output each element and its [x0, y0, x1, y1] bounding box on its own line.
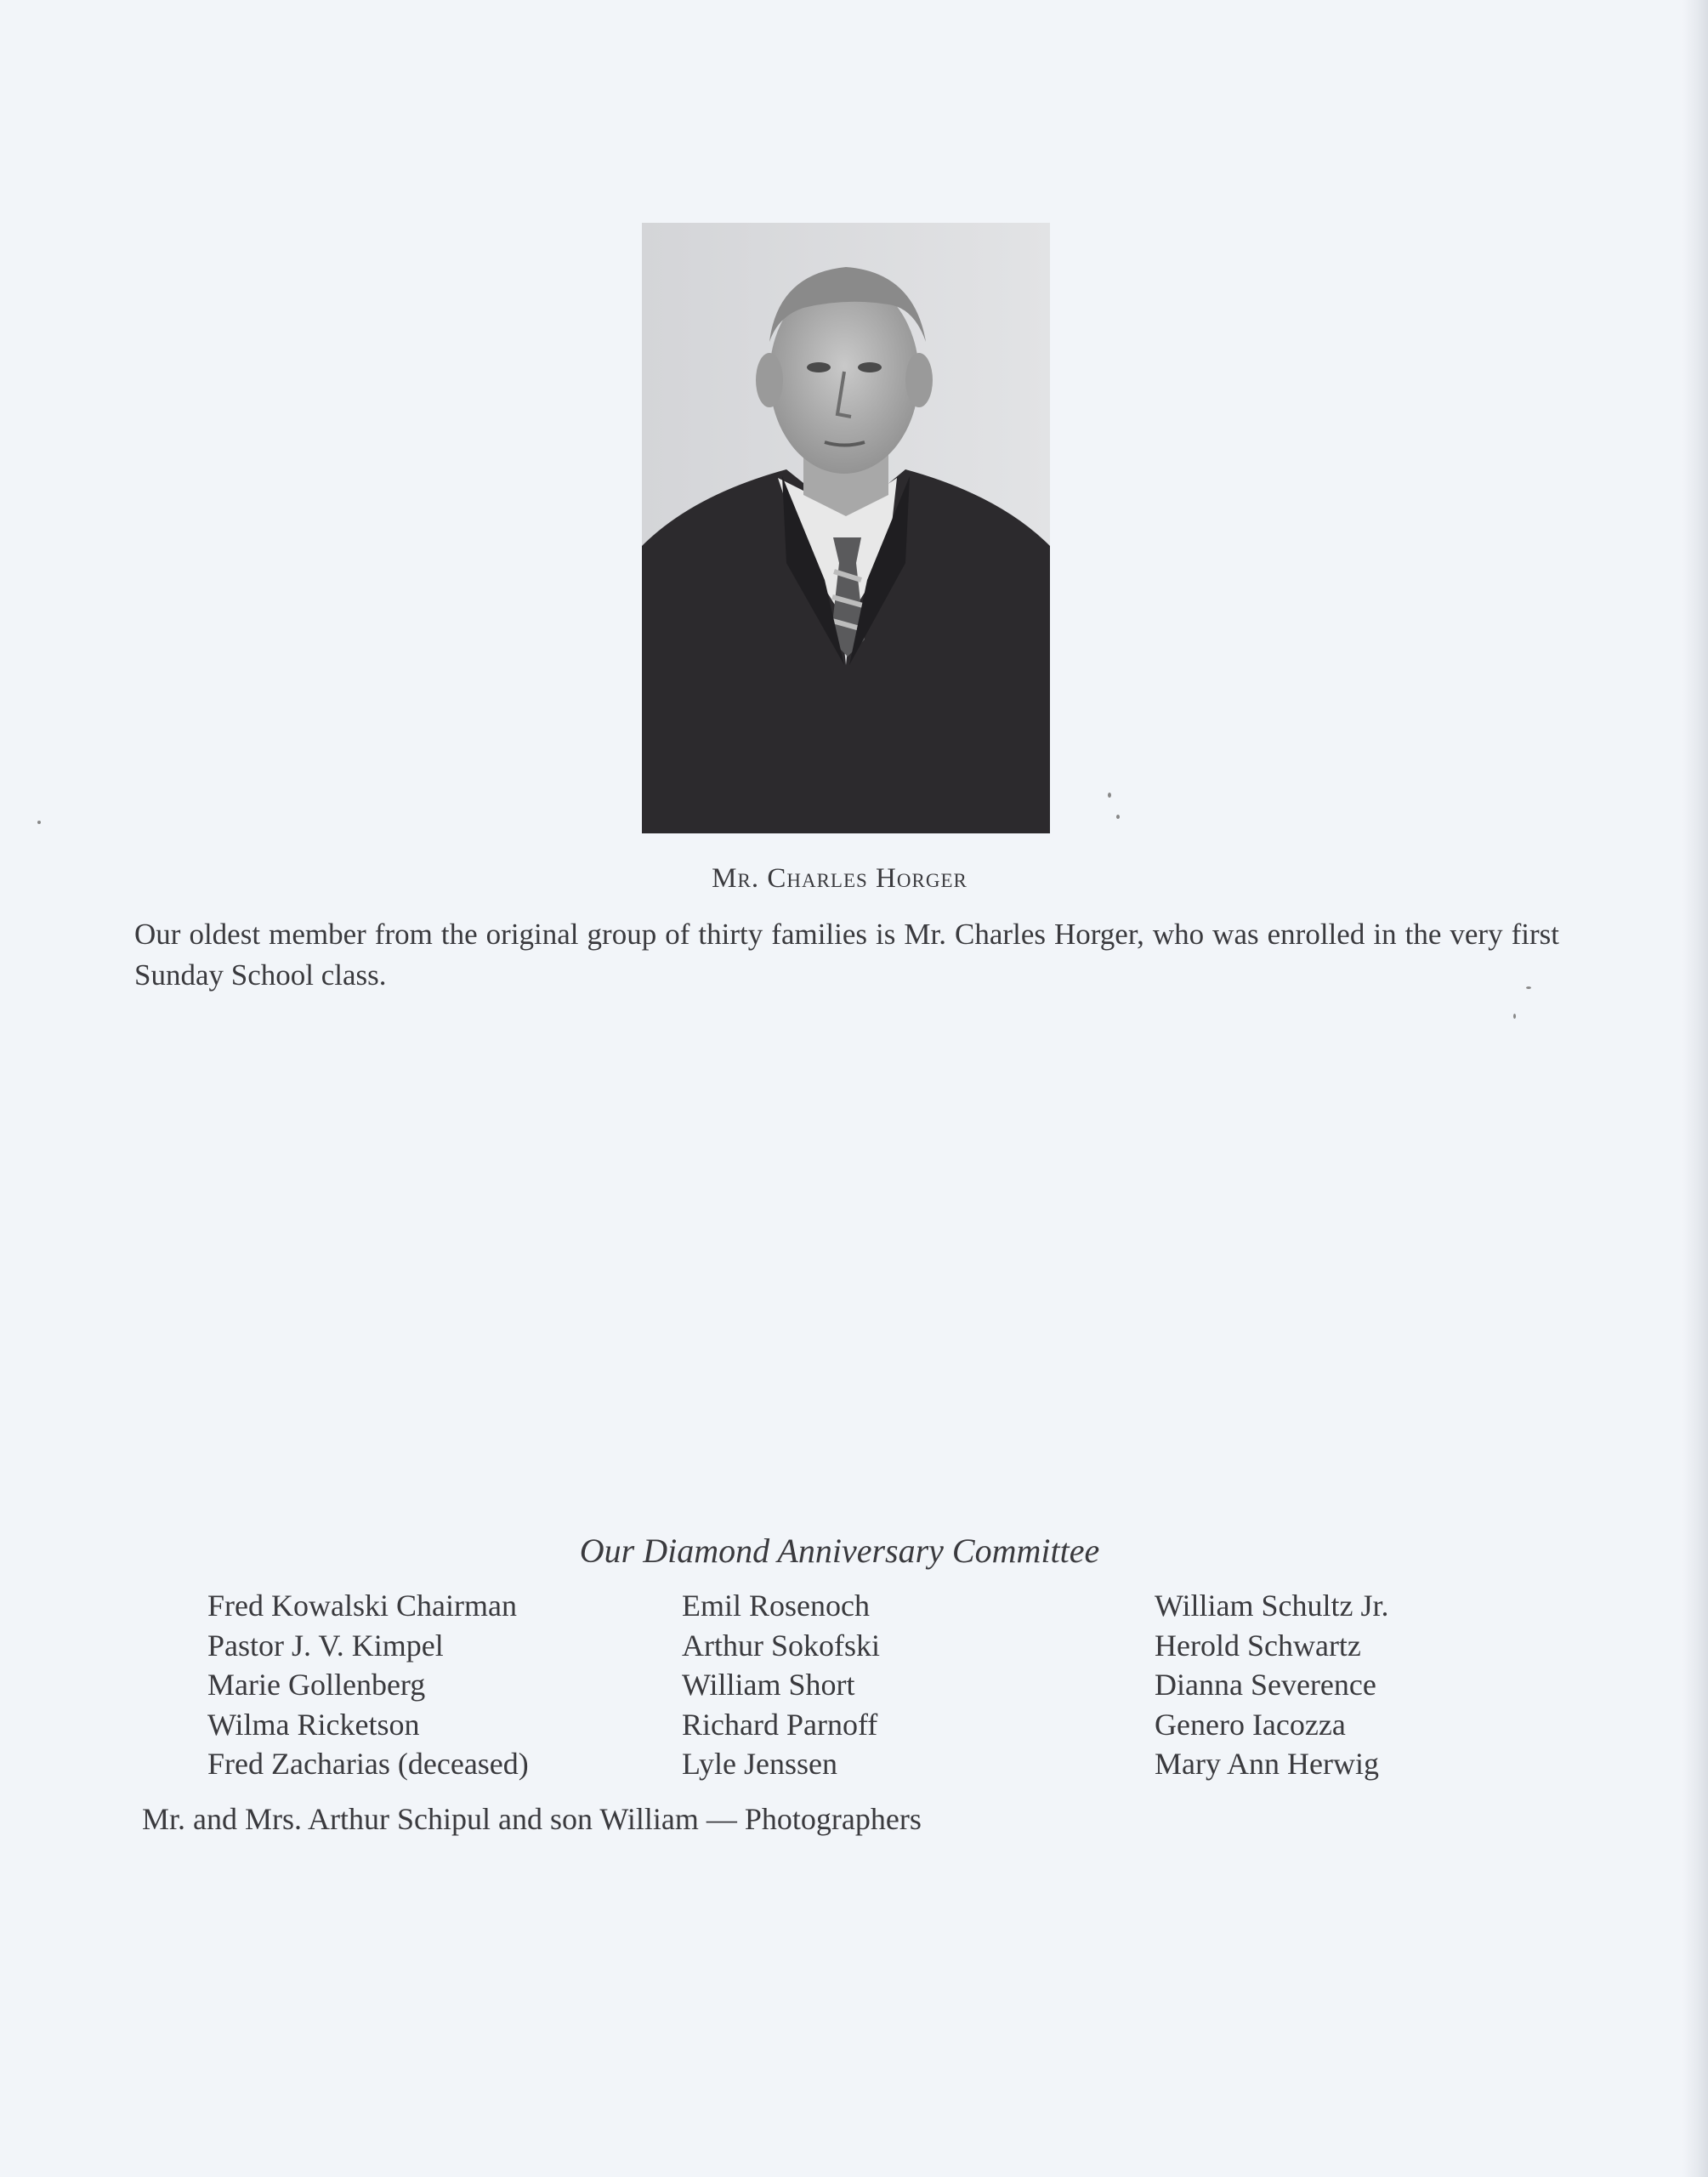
committee-member: Dianna Severence — [1155, 1668, 1376, 1702]
paper-speck — [1513, 1014, 1516, 1019]
committee-member: Fred Kowalski Chairman — [207, 1589, 517, 1623]
paper-speck — [1526, 986, 1531, 989]
committee-member: Fred Zacharias (deceased) — [207, 1747, 529, 1781]
committee-member: William Short — [682, 1668, 855, 1702]
paper-speck — [1108, 793, 1111, 798]
committee-member: William Schultz Jr. — [1155, 1589, 1389, 1623]
committee-member: Wilma Ricketson — [207, 1707, 420, 1742]
committee-title: Our Diamond Anniversary Committee — [579, 1532, 1100, 1570]
committee-member: Pastor J. V. Kimpel — [207, 1628, 444, 1663]
committee-member: Marie Gollenberg — [207, 1668, 426, 1702]
page-edge — [1682, 0, 1708, 2177]
committee-member: Herold Schwartz — [1155, 1628, 1361, 1663]
portrait-photo — [642, 223, 1050, 833]
committee-member: Arthur Sokofski — [682, 1628, 880, 1663]
portrait-caption: Mr. Charles Horger — [712, 863, 967, 894]
committee-member: Richard Parnoff — [682, 1707, 878, 1742]
committee-member: Lyle Jenssen — [682, 1747, 837, 1781]
committee-member: Emil Rosenoch — [682, 1589, 870, 1623]
intro-paragraph: Our oldest member from the original group of thirty families is Mr. Charles Horger, who was enrolled in the very first Sunday School class. — [134, 918, 1559, 992]
committee-member: Mary Ann Herwig — [1155, 1747, 1379, 1781]
portrait-illustration — [642, 223, 1050, 833]
paper-speck — [37, 821, 41, 824]
committee-member: Genero Iacozza — [1155, 1707, 1346, 1742]
committee-column-1 — [207, 1586, 529, 1784]
photographers-credit: Mr. and Mrs. Arthur Schipul and son William — Photographers — [142, 1802, 922, 1836]
committee-column-3 — [1155, 1586, 1389, 1784]
committee-column-2 — [682, 1586, 880, 1784]
paper-speck — [1116, 815, 1120, 819]
